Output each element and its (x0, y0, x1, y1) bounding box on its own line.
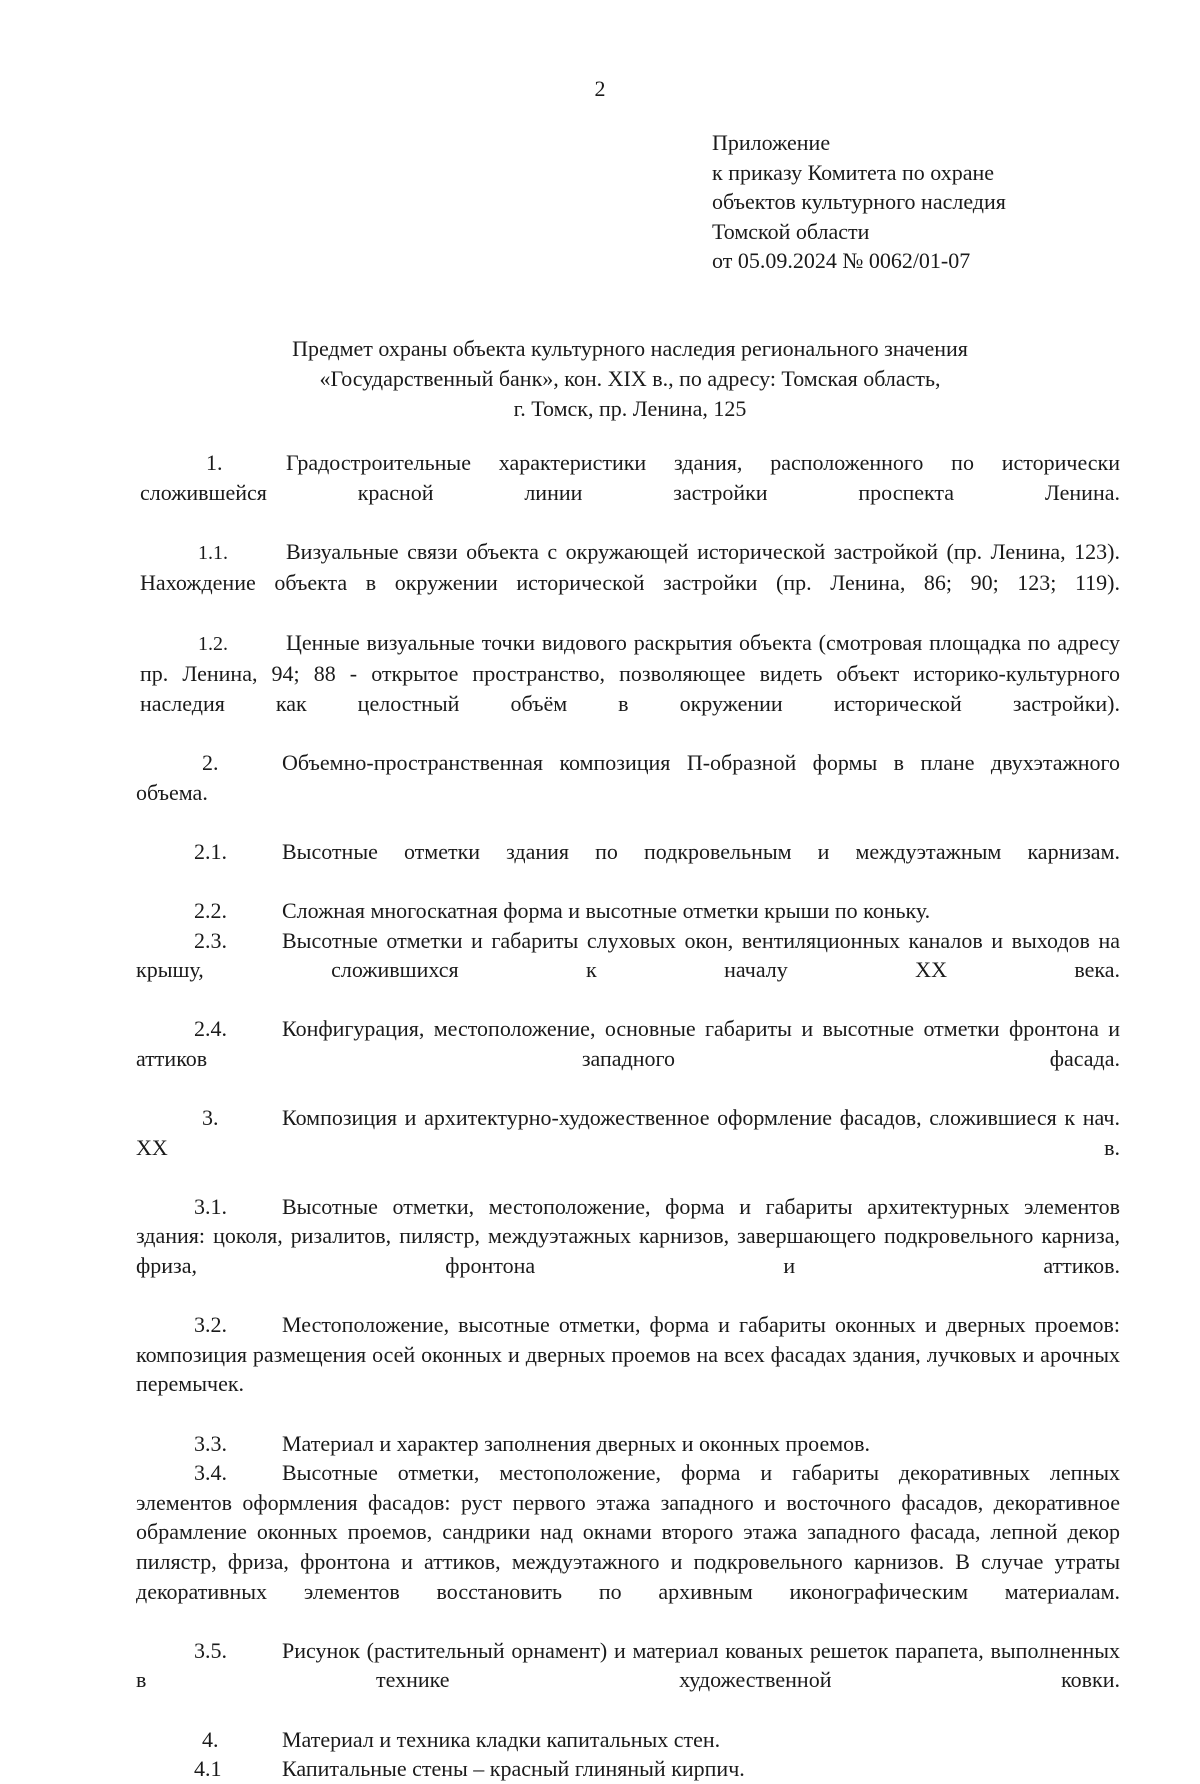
appendix-line: от 05.09.2024 № 0062/01-07 (712, 248, 971, 273)
title-line: Предмет охраны объекта культурного наследия регионального значения (292, 336, 968, 361)
item-number: 2.4. (194, 1016, 227, 1042)
item-text: Конфигурация, местоположение, основные габариты и высотные отметки фронтона и аттиков западного фасада. (136, 1016, 1120, 1071)
item-number: 3.5. (194, 1637, 227, 1663)
list-item (136, 1429, 1120, 1459)
list-item (136, 1458, 1120, 1636)
item-text: Капитальные стены – красный глиняный кирпич. (282, 1756, 745, 1782)
item-number: 3.1. (194, 1193, 227, 1219)
item-text: Материал и характер заполнения дверных и оконных проемов. (282, 1430, 871, 1456)
appendix-line: Томской области (712, 218, 870, 244)
item-text: Градостроительные характеристики здания, расположенного по исторически сложившейся красной линии застройки проспекта Ленина. (140, 450, 1120, 505)
list-item (136, 1725, 1120, 1755)
item-number: 1.1. (198, 541, 228, 564)
item-text: Материал и техника кладки капитальных стен. (282, 1726, 721, 1752)
item-text: Высотные отметки, местоположение, форма и габариты декоративных лепных элементов оформления фасадов: руст первого этажа западного и восточного фасадов, декоративное обрамление оконных проемов, сандрики над окнами второго этажа западного фасада, лепной декор пилястр, фриза, фронтона и аттиков, междуэтажного и подкровельного карнизов. В случае утраты декоративных элементов восстановить по архивным иконографическим материалам. (136, 1460, 1120, 1604)
appendix-line: объектов культурного наследия (712, 189, 1006, 214)
list-item (136, 896, 1120, 926)
list-item (136, 926, 1120, 1015)
item-text: Высотные отметки здания по подкровельным и междуэтажным карнизам. (282, 838, 1120, 864)
list-item (136, 1754, 1120, 1784)
item-text: Сложная многоскатная форма и высотные отметки крыши по коньку. (282, 897, 931, 923)
item-number: 1. (206, 450, 223, 475)
document-title (0, 334, 1200, 424)
item-number: 3. (202, 1105, 219, 1131)
item-text: Местоположение, высотные отметки, форма и габариты оконных и дверных проемов: композиция размещения осей оконных и дверных проемов на всех фасадах здания, лучковых и арочных перемычек. (136, 1312, 1120, 1397)
appendix-block (712, 128, 1182, 276)
list-item (136, 1192, 1120, 1310)
item-number: 3.2. (194, 1312, 227, 1338)
item-number: 2.1. (194, 838, 227, 864)
list-item (140, 448, 1120, 537)
item-number: 3.3. (194, 1430, 227, 1456)
list-item (140, 628, 1120, 748)
item-number: 4. (202, 1726, 219, 1752)
title-line: «Государственный банк», кон. XIX в., по адресу: Томская область, (319, 366, 941, 391)
list-item (136, 1310, 1120, 1428)
item-text: Высотные отметки, местоположение, форма и габариты архитектурных элементов здания: цоколя, ризалитов, пилястр, междуэтажных карнизов, завершающего подкровельного карниза, фриза, фронтона и аттиков. (136, 1193, 1120, 1279)
item-text: Рисунок (растительный орнамент) и материал кованых решеток парапета, выполненных в технике художественной ковки. (136, 1637, 1120, 1693)
title-line: г. Томск, пр. Ленина, 125 (513, 396, 747, 421)
item-number: 4.1 (194, 1756, 222, 1782)
item-number: 2. (202, 749, 219, 775)
list-item (136, 748, 1120, 837)
item-number: 1.2. (198, 632, 228, 655)
item-text: Визуальные связи объекта с окружающей исторической застройкой (пр. Ленина, 123). Нахождение объекта в окружении исторической застройки (пр. Ленина, 86; 90; 123; 119). (140, 538, 1120, 596)
item-number: 2.3. (194, 927, 227, 953)
document-body (0, 448, 1200, 1784)
list-item (140, 537, 1120, 628)
item-text: Объемно-пространственная композиция П-образной формы в плане двухэтажного объема. (136, 749, 1120, 805)
appendix-line: к приказу Комитета по охране (712, 159, 994, 185)
item-text: Композиция и архитектурно-художественное оформление фасадов, сложившиеся к нач. XX в. (136, 1105, 1120, 1160)
list-item (136, 1103, 1120, 1192)
list-item (136, 1636, 1120, 1725)
item-number: 3.4. (194, 1460, 227, 1486)
item-number: 2.2. (194, 897, 227, 923)
item-text: Высотные отметки и габариты слуховых окон, вентиляционных каналов и выходов на крышу, сложившихся к началу XX века. (136, 927, 1120, 983)
list-item (136, 837, 1120, 896)
appendix-line: Приложение (712, 130, 831, 155)
list-item (136, 1014, 1120, 1103)
page-number: 2 (594, 76, 606, 101)
item-text: Ценные визуальные точки видового раскрытия объекта (смотровая площадка по адресу пр. Ленина, 94; 88 - открытое пространство, позволяющее видеть объект историко-культурного наследия как целостный объём в окружении исторической застройки). (140, 629, 1120, 716)
